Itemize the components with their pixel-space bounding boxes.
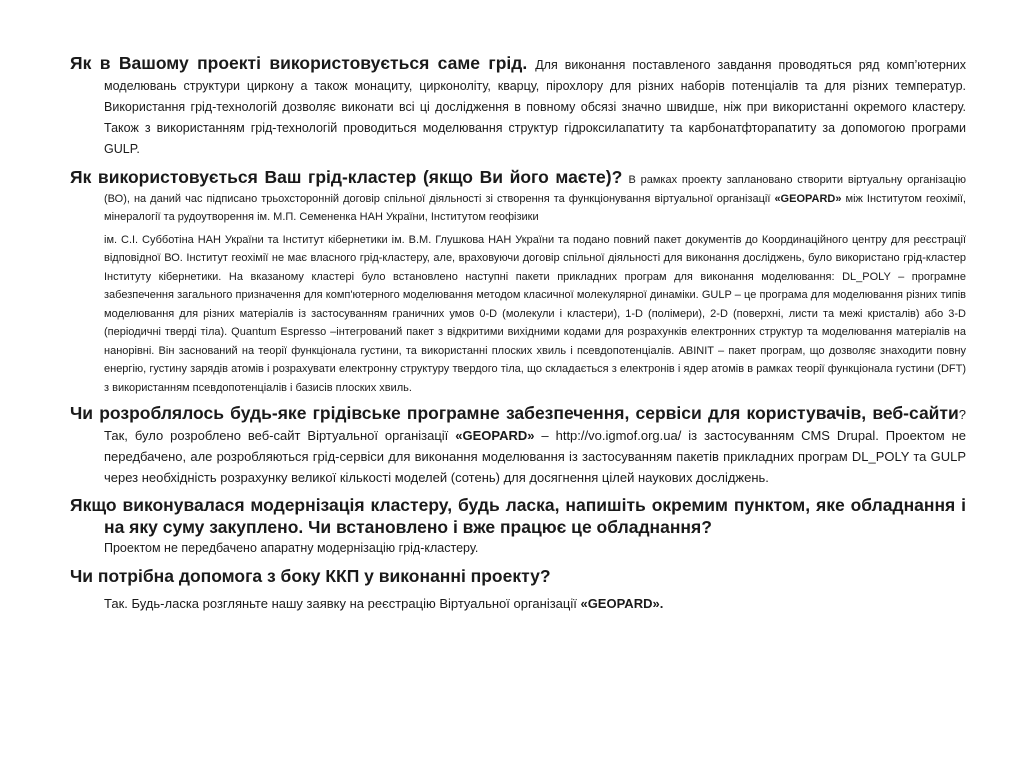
document-body (70, 52, 966, 620)
question-end-mark: . (522, 53, 528, 73)
qa-section-help (70, 565, 966, 587)
vo-name-geopard-3: «GEOPARD». (580, 596, 664, 611)
vo-name-geopard-2: «GEOPARD» (455, 428, 535, 443)
question-cluster-usage: Як використовується Ваш грід-кластер (якщо Ви його маєте)? (70, 167, 623, 187)
answer-cluster-continuation (70, 230, 966, 397)
question-modernization: Якщо виконувалася модернізація кластеру, будь ласка, напишіть окремим пунктом, яке обладнання і на яку суму закуплено. Чи встановлено і вже працює це обладнання? (70, 495, 966, 537)
answer-grid-usage: Для виконання поставленого завдання проводяться ряд комп’ютерних моделювань структури циркону а також монациту, цирконоліту, кварцу, пірохлору для різних наборів потенціалів та для різних температур. Використання грід-технологій дозволяє виконати всі ці дослідження в повному обсязі значно швидше, ніж при використанні окремого кластеру. Також з використанням грід-технологій проводиться моделювання структур гідроксилапатиту та карбонатфторапатиту за допомогою програми GULP. (104, 58, 966, 156)
qa-section-grid-usage (70, 52, 966, 160)
answer-cluster-usage-cont: ім. С.І. Субботіна НАН України та Інститут кібернетики ім. В.М. Глушкова НАН України та подано повний пакет документів до Координаційного центру для реєстрації відповідної ВО. Інститут геохімії не має власного грід-кластеру, але, враховуючи договір спільної діяльності для виконання досліджень, було використано грід-кластер Інституту кібернетики. На вказаному кластері було встановлено наступні пакети прикладних програм для виконання моделювання: DL_POLY – програмне забезпечення загального призначення для комп'ютерного моделювання методом класичної молекулярної динаміки. GULP – це програма для моделювання різних типів моделювання для різних матеріалів із застосуванням граничних умов 0-D (молекули і кластери), 1-D (полімери), 2-D (поверхні, листи та межі кристалів) або 3-D (періодичні тверді тіла). Quantum Espresso –інтегрований пакет з відкритими вихідними кодами для розрахунків електронних структур та моделювання матеріалів на нанорівні. Він заснований на теорії функціонала густини, та використанні плоских хвиль і псевдопотенціалів. ABINIT – пакет програм, що дозволяє знаходити повну енергію, густину зарядів атомів і розрахувати електронну структуру твердого тіла, що складається з електронів і ядер атомів в рамках теорії функціонала густини (DFT) з використанням псевдопотенціалів і базисів плоских хвиль. (104, 233, 966, 394)
answer-modernization: Проектом не передбачено апаратну модернізацію грід-кластеру. (104, 541, 479, 555)
answer-help-block (70, 593, 966, 614)
question-help: Чи потрібна допомога з боку ККП у виконанні проекту? (70, 566, 551, 586)
question-software: Чи розроблялось будь-яке грідівське програмне забезпечення, сервіси для користувачів, веб-сайти (70, 403, 959, 423)
answer-cluster-usage-part1: В рамках проекту заплановано створити віртуальну організацію (ВО), на даний час підписано трьохсторонній договір спільної діяльності зі створення та функціонування віртуальної організації (104, 174, 966, 205)
qa-section-cluster-usage (70, 166, 966, 226)
vo-name-geopard: «GEOPARD» (774, 192, 842, 205)
qa-section-software (70, 402, 966, 488)
answer-software-part2: – http://vo.igmof.org.ua/ із застосуванням CMS Drupal. Проектом не передбачено, але розробляються грід-сервіси для виконання моделювання із застосуванням пакетів прикладних програм DL_POLY та GULP через необхідність розрахунку великої кількості моделей (сотень) для досягнення цілей наукових досліджень. (104, 428, 966, 485)
question-grid-usage: Як в Вашому проекті використовується саме грід (70, 53, 523, 73)
question-end-mark-2: ? (958, 407, 966, 422)
answer-software-part1: Так, було розроблено веб-сайт Віртуальної організації (104, 428, 456, 443)
answer-help-part1: Так. Будь-ласка розгляньте нашу заявку на реєстрацію Віртуальної організації (104, 596, 581, 611)
qa-section-modernization (70, 494, 966, 559)
answer-cluster-usage-part2: між Інститутом геохімії, мінералогії та рудоутворення ім. М.П. Семененка НАН України, Інститутом геофізики (104, 192, 966, 223)
